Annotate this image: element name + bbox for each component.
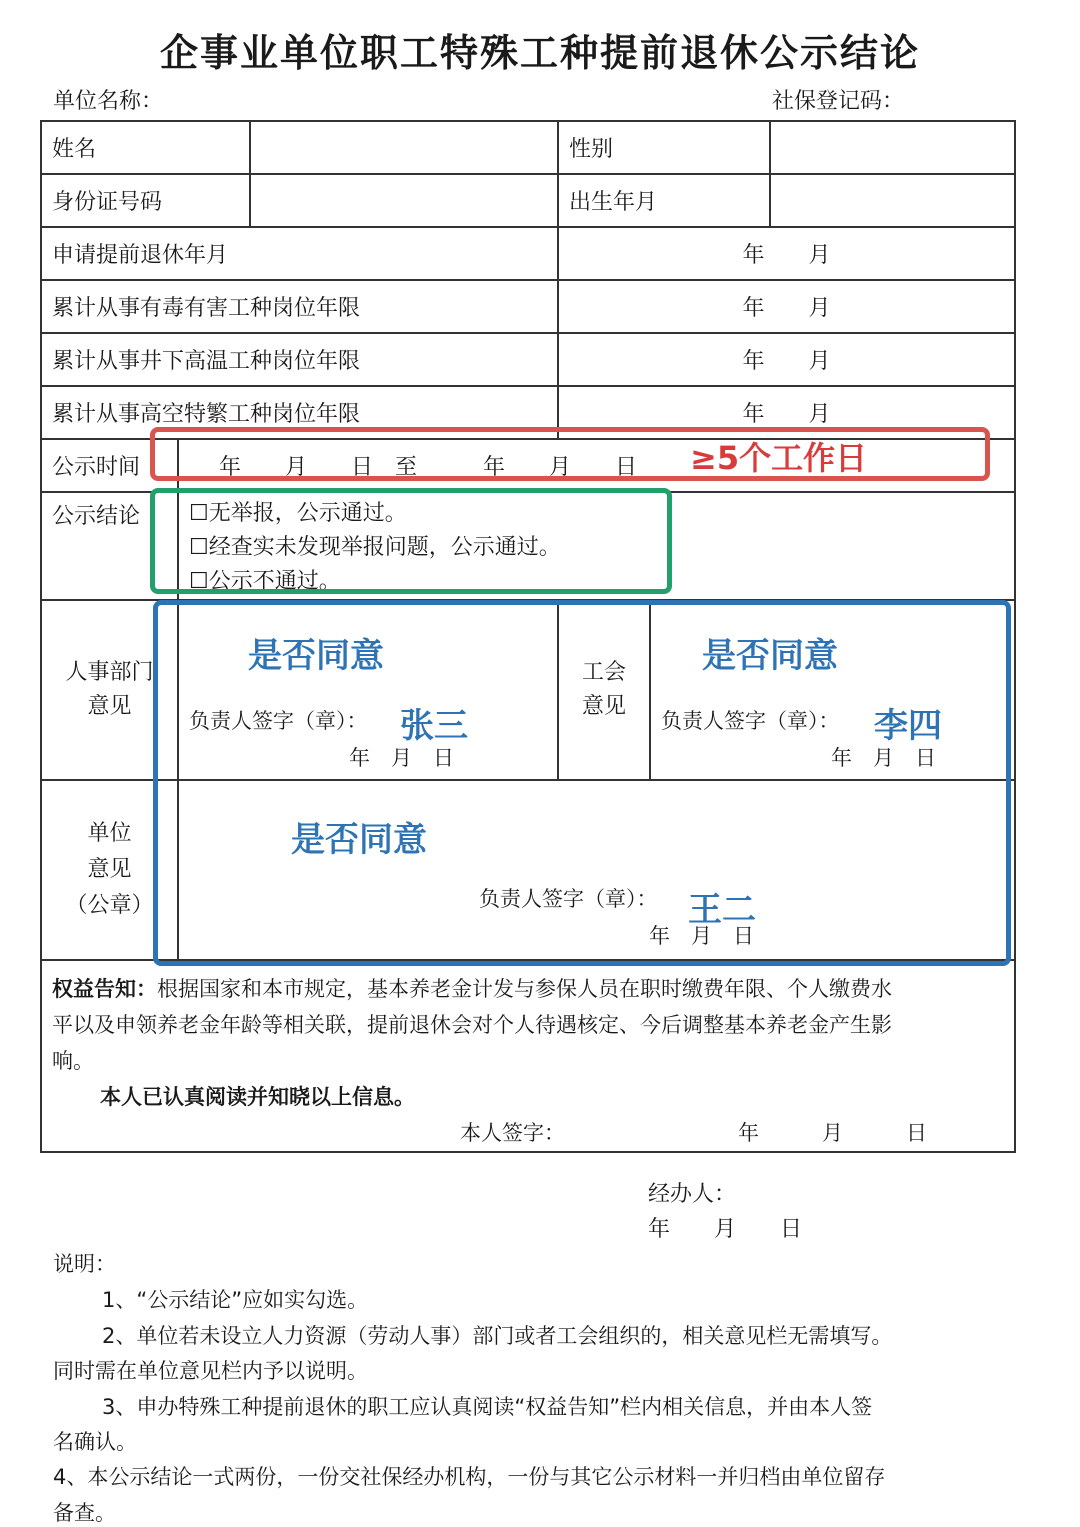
birth-date-field[interactable]	[770, 174, 1015, 227]
rights-text-2: 平以及申领养老金年龄等相关联，提前退休会对个人待遇核定、今后调整基本养老金产生影	[52, 1013, 892, 1037]
union-date: 年 月 日	[831, 746, 937, 770]
unit-name-label: 单位名称：	[53, 89, 164, 114]
id-number-field[interactable]	[250, 174, 558, 227]
underground-years-field[interactable]: 年 月	[558, 333, 1015, 386]
conclusion-label: 公示结论	[41, 492, 178, 600]
note-1: 1、“公示结论”应如实勾选。	[102, 1288, 369, 1312]
workdays-annotation: ≥5个工作日	[690, 439, 868, 477]
hr-date: 年 月 日	[349, 746, 454, 770]
self-signature-label: 本人签字：	[460, 1121, 565, 1145]
union-opinion-label: 工会 意见	[558, 600, 650, 780]
rights-text-3: 响。	[52, 1049, 94, 1073]
rights-title: 权益告知：	[52, 977, 157, 1001]
publicity-time-label: 公示时间	[41, 439, 178, 492]
conclusion-highlight	[150, 488, 672, 594]
unit-agree-annotation: 是否同意	[291, 820, 427, 860]
note-2a: 2、单位若未设立人力资源（劳动人事）部门或者工会组织的，相关意见栏无需填写。	[102, 1324, 893, 1348]
name-field[interactable]	[250, 121, 558, 174]
unit-signer-annotation: 王二	[688, 890, 756, 930]
conclusion-option-verified[interactable]: ☐经查实未发现举报问题，公示通过。	[189, 535, 561, 560]
unit-signature-label: 负责人签字（章）：	[479, 887, 658, 911]
rights-notice-cell	[41, 960, 1015, 1152]
id-number-label: 身份证号码	[41, 174, 250, 227]
publicity-time-field[interactable]: 年 月 日 至 年 月 日	[178, 439, 1015, 492]
rights-text-1: 根据国家和本市规定，基本养老金计发与参保人员在职时缴费年限、个人缴费水	[157, 977, 892, 1001]
gender-field[interactable]	[770, 121, 1015, 174]
handler-date: 年 月 日	[648, 1217, 803, 1242]
name-label: 姓名	[41, 121, 250, 174]
union-agree-annotation: 是否同意	[702, 636, 838, 676]
hr-signature-label: 负责人签字（章）：	[189, 709, 368, 733]
self-signature-date[interactable]: 年 月 日	[738, 1121, 927, 1145]
union-signer-annotation: 李四	[874, 706, 942, 746]
social-security-label: 社保登记码：	[772, 89, 905, 114]
note-3b: 名确认。	[53, 1430, 137, 1454]
conclusion-option-no-report[interactable]: ☐无举报，公示通过。	[189, 501, 407, 526]
apply-retire-field[interactable]: 年 月	[558, 227, 1015, 280]
height-years-label: 累计从事高空特繁工种岗位年限	[41, 386, 558, 439]
note-3a: 3、申办特殊工种提前退休的职工应认真阅读“权益告知”栏内相关信息，并由本人签	[102, 1395, 873, 1419]
toxic-years-field[interactable]: 年 月	[558, 280, 1015, 333]
note-4a: 4、本公示结论一式两份，一份交社保经办机构，一份与其它公示材料一并归档由单位留存	[53, 1465, 886, 1489]
unit-date: 年 月 日	[649, 924, 754, 948]
hr-agree-annotation: 是否同意	[248, 636, 384, 676]
height-years-field[interactable]: 年 月	[558, 386, 1015, 439]
underground-years-label: 累计从事井下高温工种岗位年限	[41, 333, 558, 386]
confirm-text: 本人已认真阅读并知晓以上信息。	[100, 1085, 415, 1109]
handler-label: 经办人：	[648, 1182, 737, 1207]
apply-retire-label: 申请提前退休年月	[41, 227, 558, 280]
toxic-years-label: 累计从事有毒有害工种岗位年限	[41, 280, 558, 333]
note-2b: 同时需在单位意见栏内予以说明。	[53, 1359, 368, 1383]
document-title: 企事业单位职工特殊工种提前退休公示结论	[159, 30, 920, 75]
hr-signer-annotation: 张三	[400, 706, 468, 746]
union-signature-label: 负责人签字（章）：	[661, 709, 840, 733]
conclusion-option-fail[interactable]: ☐公示不通过。	[189, 569, 341, 594]
unit-opinion-label: 单位 意见 （公章）	[41, 780, 178, 960]
notes-heading: 说明：	[53, 1252, 116, 1276]
gender-label: 性别	[558, 121, 770, 174]
birth-date-label: 出生年月	[558, 174, 770, 227]
note-4b: 备查。	[53, 1501, 116, 1525]
hr-opinion-label: 人事部门 意见	[41, 600, 178, 780]
